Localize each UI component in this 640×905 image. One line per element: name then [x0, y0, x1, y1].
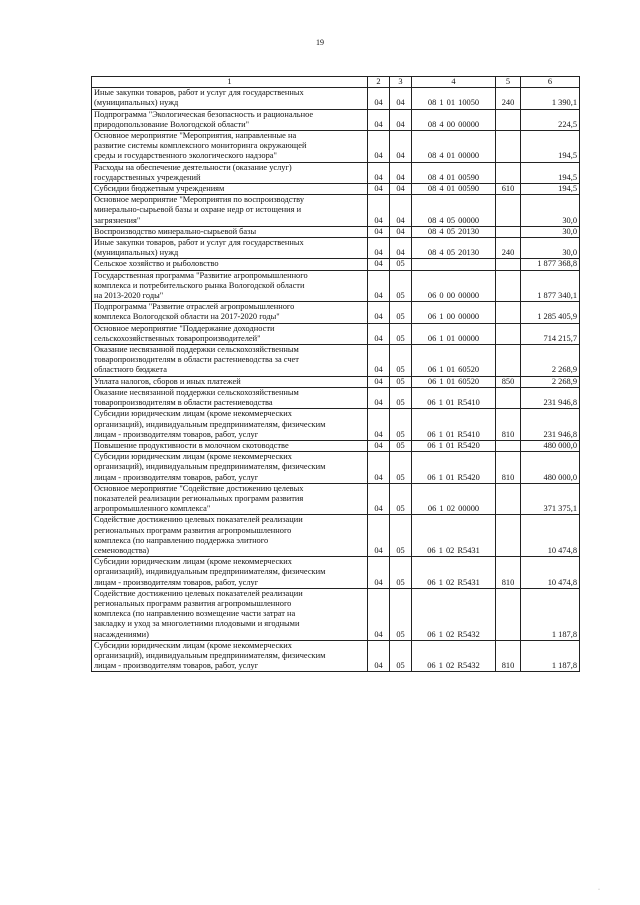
table-body	[92, 88, 580, 672]
row-name: Подпрограмма "Развитие отраслей агропромышленного комплекса Вологодской области на 2017-2020 годы"	[92, 302, 368, 323]
row-amount: 231 946,8	[521, 387, 580, 408]
table-row	[92, 515, 580, 557]
row-section: 04	[368, 195, 390, 227]
row-target-code: 06 1 01 R5410	[412, 387, 496, 408]
row-name: Основное мероприятие "Мероприятия, направленные на развитие системы комплексного мониторинга окружающей среды и государственного экологического надзора"	[92, 131, 368, 163]
column-header: 2	[368, 77, 390, 88]
row-amount: 1 390,1	[521, 88, 580, 109]
row-subsection: 05	[390, 557, 412, 589]
row-expense-type: 240	[496, 88, 521, 109]
row-amount: 2 268,9	[521, 345, 580, 377]
row-subsection: 05	[390, 302, 412, 323]
row-expense-type: 810	[496, 452, 521, 484]
row-name: Основное мероприятие "Содействие достижению целевых показателей реализации региональных программ развития агропромышленного комплекса"	[92, 483, 368, 515]
row-target-code: 06 1 02 R5431	[412, 557, 496, 589]
row-expense-type	[496, 226, 521, 237]
row-section: 04	[368, 640, 390, 672]
row-amount: 194,5	[521, 162, 580, 183]
corner-scan-mark: ·	[598, 887, 600, 893]
table-row	[92, 88, 580, 109]
row-target-code: 06 1 02 00000	[412, 483, 496, 515]
row-target-code: 08 4 00 00000	[412, 109, 496, 130]
table-row	[92, 640, 580, 672]
row-section: 04	[368, 345, 390, 377]
row-expense-type	[496, 387, 521, 408]
column-header: 6	[521, 77, 580, 88]
row-name: Уплата налогов, сборов и иных платежей	[92, 376, 368, 387]
row-amount: 480 000,0	[521, 440, 580, 451]
row-name: Содействие достижению целевых показателей реализации региональных программ развития агропромышленного комплекса (по направлению возмещение части затрат на закладку и уход за многолетними плодовыми и ягодными насаждениями)	[92, 588, 368, 640]
row-amount: 10 474,8	[521, 557, 580, 589]
row-name: Оказание несвязанной поддержки сельскохозяйственным товаропроизводителям в области растениеводства	[92, 387, 368, 408]
row-section: 04	[368, 162, 390, 183]
row-name: Субсидии юридическим лицам (кроме некоммерческих организаций), индивидуальным предпринимателям, физическим лицам - производителям товаров, работ, услуг	[92, 640, 368, 672]
row-amount: 30,0	[521, 238, 580, 259]
row-amount: 1 285 405,9	[521, 302, 580, 323]
row-name: Иные закупки товаров, работ и услуг для государственных (муниципальных) нужд	[92, 238, 368, 259]
table-row	[92, 109, 580, 130]
row-expense-type: 850	[496, 376, 521, 387]
row-target-code: 06 1 01 R5420	[412, 440, 496, 451]
row-section: 04	[368, 238, 390, 259]
row-target-code: 06 1 01 R5410	[412, 409, 496, 441]
row-expense-type	[496, 302, 521, 323]
row-target-code: 08 4 05 20130	[412, 226, 496, 237]
row-subsection: 05	[390, 270, 412, 302]
row-name: Содействие достижению целевых показателей реализации региональных программ развития агропромышленного комплекса (по направлению поддержка элитного семеноводства)	[92, 515, 368, 557]
row-section: 04	[368, 88, 390, 109]
table-row	[92, 345, 580, 377]
row-amount: 30,0	[521, 195, 580, 227]
row-expense-type	[496, 195, 521, 227]
row-expense-type	[496, 345, 521, 377]
row-amount: 231 946,8	[521, 409, 580, 441]
row-subsection: 04	[390, 162, 412, 183]
row-target-code: 06 1 01 R5420	[412, 452, 496, 484]
row-section: 04	[368, 109, 390, 130]
row-target-code: 08 4 01 00590	[412, 184, 496, 195]
row-subsection: 05	[390, 640, 412, 672]
row-section: 04	[368, 452, 390, 484]
table-row	[92, 131, 580, 163]
row-section: 04	[368, 323, 390, 344]
row-section: 04	[368, 302, 390, 323]
row-name: Оказание несвязанной поддержки сельскохозяйственным товаропроизводителям в области растениеводства за счет областного бюджета	[92, 345, 368, 377]
row-target-code	[412, 259, 496, 270]
row-section: 04	[368, 376, 390, 387]
row-expense-type	[496, 440, 521, 451]
row-expense-type: 810	[496, 409, 521, 441]
row-expense-type: 810	[496, 557, 521, 589]
row-name: Субсидии юридическим лицам (кроме некоммерческих организаций), индивидуальным предпринимателям, физическим лицам - производителям товаров, работ, услуг	[92, 409, 368, 441]
table-row	[92, 226, 580, 237]
table-row	[92, 323, 580, 344]
row-amount: 194,5	[521, 184, 580, 195]
row-subsection: 04	[390, 195, 412, 227]
row-section: 04	[368, 409, 390, 441]
table-row	[92, 557, 580, 589]
row-section: 04	[368, 226, 390, 237]
row-expense-type	[496, 131, 521, 163]
row-target-code: 08 4 01 00590	[412, 162, 496, 183]
row-expense-type	[496, 270, 521, 302]
row-target-code: 06 1 00 00000	[412, 302, 496, 323]
row-name: Субсидии бюджетным учреждениям	[92, 184, 368, 195]
row-section: 04	[368, 515, 390, 557]
row-name: Подпрограмма "Экологическая безопасность и рациональное природопользование Вологодской области"	[92, 109, 368, 130]
row-amount: 194,5	[521, 131, 580, 163]
table-row	[92, 376, 580, 387]
row-target-code: 08 4 01 00000	[412, 131, 496, 163]
table-row	[92, 238, 580, 259]
row-subsection: 05	[390, 345, 412, 377]
table-row	[92, 259, 580, 270]
row-section: 04	[368, 557, 390, 589]
row-subsection: 05	[390, 387, 412, 408]
column-header: 1	[92, 77, 368, 88]
row-target-code: 06 0 00 00000	[412, 270, 496, 302]
row-amount: 224,5	[521, 109, 580, 130]
row-expense-type	[496, 109, 521, 130]
table-row	[92, 387, 580, 408]
row-target-code: 06 1 01 60520	[412, 345, 496, 377]
row-name: Расходы на обеспечение деятельности (оказание услуг) государственных учреждений	[92, 162, 368, 183]
row-expense-type	[496, 162, 521, 183]
row-amount: 10 474,8	[521, 515, 580, 557]
table-row	[92, 302, 580, 323]
row-target-code: 06 1 01 00000	[412, 323, 496, 344]
row-name: Основное мероприятие "Мероприятия по воспроизводству минерально-сырьевой базы и охране недр от истощения и загрязнения"	[92, 195, 368, 227]
row-expense-type: 610	[496, 184, 521, 195]
row-expense-type	[496, 483, 521, 515]
row-subsection: 05	[390, 515, 412, 557]
table-row	[92, 588, 580, 640]
row-subsection: 05	[390, 440, 412, 451]
table-row	[92, 184, 580, 195]
row-amount: 2 268,9	[521, 376, 580, 387]
table-row	[92, 162, 580, 183]
table-row	[92, 409, 580, 441]
table-header-row	[92, 77, 580, 88]
row-amount: 480 000,0	[521, 452, 580, 484]
row-section: 04	[368, 131, 390, 163]
row-subsection: 05	[390, 483, 412, 515]
row-subsection: 05	[390, 323, 412, 344]
row-name: Иные закупки товаров, работ и услуг для государственных (муниципальных) нужд	[92, 88, 368, 109]
row-amount: 714 215,7	[521, 323, 580, 344]
row-expense-type	[496, 588, 521, 640]
row-amount: 371 375,1	[521, 483, 580, 515]
row-name: Повышение продуктивности в молочном скотоводстве	[92, 440, 368, 451]
row-subsection: 05	[390, 376, 412, 387]
row-target-code: 06 1 02 R5431	[412, 515, 496, 557]
row-expense-type: 810	[496, 640, 521, 672]
row-subsection: 04	[390, 238, 412, 259]
row-subsection: 04	[390, 109, 412, 130]
row-amount: 1 877 340,1	[521, 270, 580, 302]
row-section: 04	[368, 440, 390, 451]
row-subsection: 05	[390, 259, 412, 270]
row-target-code: 06 1 02 R5432	[412, 640, 496, 672]
row-target-code: 06 1 01 60520	[412, 376, 496, 387]
row-subsection: 05	[390, 409, 412, 441]
row-subsection: 04	[390, 131, 412, 163]
column-header: 3	[390, 77, 412, 88]
row-amount: 1 187,8	[521, 588, 580, 640]
row-subsection: 04	[390, 226, 412, 237]
row-subsection: 04	[390, 184, 412, 195]
row-name: Сельское хозяйство и рыболовство	[92, 259, 368, 270]
budget-table	[91, 76, 580, 672]
row-section: 04	[368, 184, 390, 195]
table-row	[92, 452, 580, 484]
row-amount: 30,0	[521, 226, 580, 237]
row-name: Государственная программа "Развитие агропромышленного комплекса и потребительского рынка Вологодской области на 2013-2020 годы"	[92, 270, 368, 302]
row-target-code: 06 1 02 R5432	[412, 588, 496, 640]
row-section: 04	[368, 483, 390, 515]
row-target-code: 08 4 05 20130	[412, 238, 496, 259]
row-name: Субсидии юридическим лицам (кроме некоммерческих организаций), индивидуальным предпринимателям, физическим лицам - производителям товаров, работ, услуг	[92, 452, 368, 484]
column-header: 5	[496, 77, 521, 88]
table-row	[92, 270, 580, 302]
row-subsection: 04	[390, 88, 412, 109]
row-name: Субсидии юридическим лицам (кроме некоммерческих организаций), индивидуальным предпринимателям, физическим лицам - производителям товаров, работ, услуг	[92, 557, 368, 589]
row-name: Основное мероприятие "Поддержание доходности сельскохозяйственных товаропроизводителей"	[92, 323, 368, 344]
row-expense-type	[496, 323, 521, 344]
column-header: 4	[412, 77, 496, 88]
row-amount: 1 187,8	[521, 640, 580, 672]
row-subsection: 05	[390, 588, 412, 640]
row-section: 04	[368, 270, 390, 302]
row-expense-type	[496, 259, 521, 270]
row-section: 04	[368, 588, 390, 640]
row-section: 04	[368, 387, 390, 408]
page-number: 19	[316, 38, 324, 47]
table-row	[92, 483, 580, 515]
row-target-code: 08 4 05 00000	[412, 195, 496, 227]
table-row	[92, 195, 580, 227]
row-name: Воспроизводство минерально-сырьевой базы	[92, 226, 368, 237]
row-expense-type: 240	[496, 238, 521, 259]
row-section: 04	[368, 259, 390, 270]
row-target-code: 08 1 01 10050	[412, 88, 496, 109]
row-subsection: 05	[390, 452, 412, 484]
table-row	[92, 440, 580, 451]
row-expense-type	[496, 515, 521, 557]
row-amount: 1 877 368,8	[521, 259, 580, 270]
